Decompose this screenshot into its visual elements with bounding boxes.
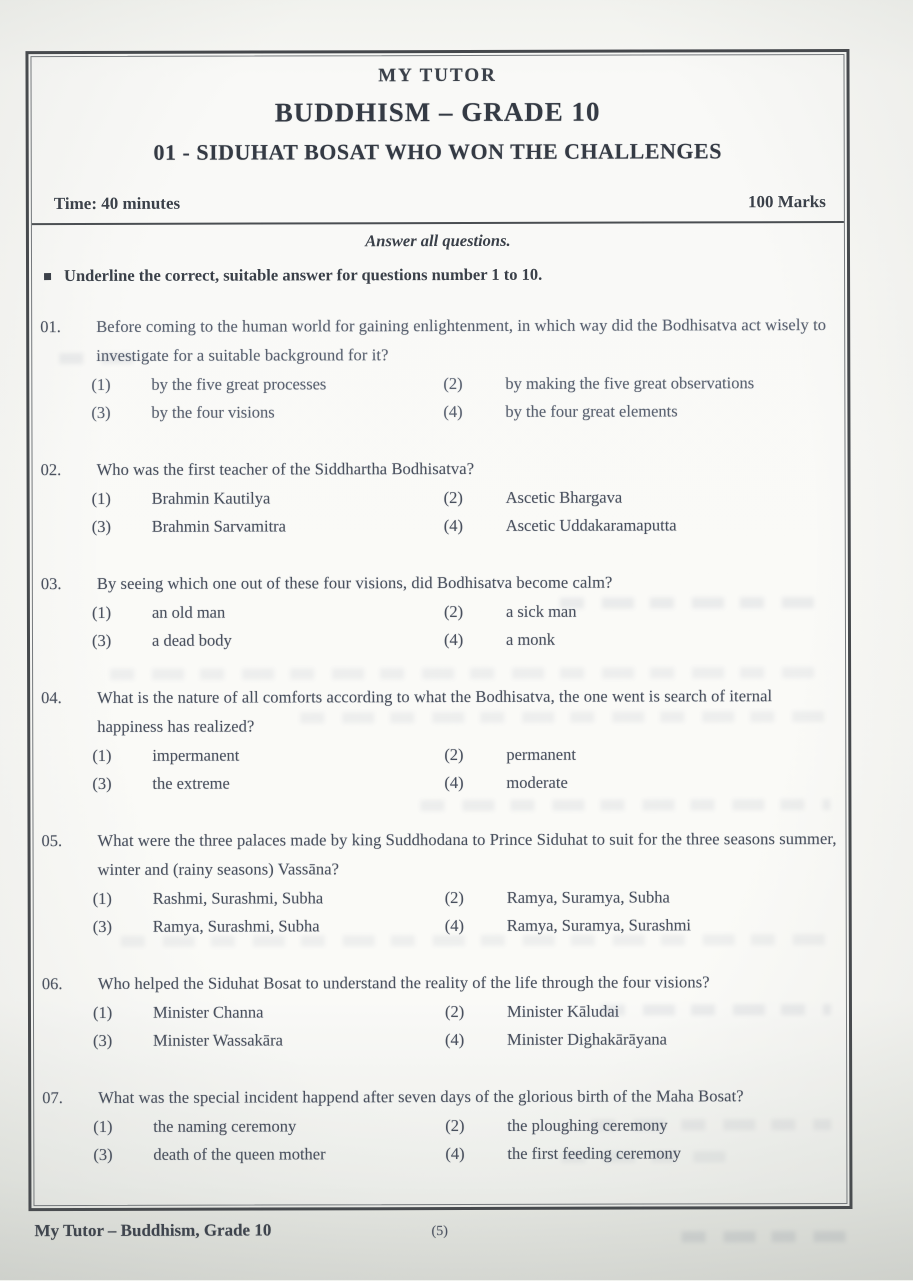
option-row [93, 1111, 838, 1141]
option-4-text: a monk [505, 629, 556, 649]
option-3 [92, 769, 444, 798]
option-2 [445, 997, 838, 1026]
option-row [92, 768, 837, 798]
question-item [40, 310, 836, 427]
option-3-marker: (3) [93, 1144, 113, 1164]
option-2 [445, 1111, 838, 1140]
option-3-text: by the four visions [151, 402, 275, 422]
option-1-marker: (1) [92, 1002, 113, 1022]
option-4 [443, 397, 836, 426]
option-1 [92, 598, 444, 627]
option-3-marker: (3) [92, 916, 113, 936]
question-body [93, 1081, 838, 1169]
option-3 [93, 1026, 445, 1055]
question-number: 07. [42, 1088, 63, 1108]
option-2-text: a sick man [505, 601, 577, 621]
option-4-text: by the four great elements [505, 401, 678, 421]
question-stem: Who was the first teacher of the Siddhartha Bodhisatva? [96, 458, 475, 479]
option-4 [444, 768, 837, 797]
option-1 [93, 998, 445, 1027]
exam-frame-inner [30, 54, 847, 1206]
option-2 [444, 597, 837, 626]
option-row [91, 511, 837, 541]
option-4-marker: (4) [444, 772, 464, 793]
option-4 [445, 911, 838, 940]
option-4 [444, 625, 837, 654]
option-3 [93, 1140, 445, 1169]
option-2-text: Ramya, Suramya, Subha [506, 887, 670, 907]
lesson-title: 01 - SIDUHAT BOSAT WHO WON THE CHALLENGES [153, 138, 722, 165]
question-item [41, 453, 837, 541]
option-2-text: Minister Kāludai [506, 1001, 620, 1021]
option-row [92, 997, 838, 1027]
option-3-marker: (3) [91, 630, 112, 650]
option-2-marker: (2) [445, 1115, 465, 1136]
question-item [41, 567, 837, 655]
option-1-marker: (1) [91, 602, 112, 622]
question-number: 06. [41, 974, 63, 994]
question-number: 03. [40, 574, 62, 594]
option-4-marker: (4) [445, 1029, 465, 1050]
question-item [41, 824, 837, 941]
question-stem: Before coming to the human world for gaining enlightenment, in which way did the Bodhisatva act wisely to investigate for a suitable background for it? [96, 315, 827, 365]
option-2 [445, 883, 838, 912]
question-body [92, 681, 837, 798]
page-number: (5) [431, 1224, 448, 1240]
brand-title: MY TUTOR [378, 64, 497, 87]
bullet-square-icon [44, 273, 51, 280]
option-1-marker: (1) [91, 374, 111, 394]
option-4 [445, 1025, 838, 1054]
question-number: 04. [41, 688, 62, 708]
option-row [92, 740, 837, 770]
option-4-marker: (4) [445, 1143, 465, 1164]
option-2 [444, 740, 837, 769]
option-row [91, 483, 837, 513]
option-1-text: the naming ceremony [153, 1116, 297, 1136]
option-3-text: Ramya, Surashmi, Subha [152, 916, 320, 936]
question-number: 02. [40, 460, 62, 480]
option-2-text: by making the five great observations [505, 373, 755, 393]
option-4-text: Ascetic Uddakaramaputta [505, 515, 677, 535]
option-2-marker: (2) [443, 373, 463, 394]
option-4-marker: (4) [444, 915, 465, 936]
option-4 [444, 511, 837, 540]
question-stem: What was the special incident happend after seven days of the glorious birth of the Maha Bosat? [98, 1086, 744, 1107]
footer-title: My Tutor – Buddhism, Grade 10 [34, 1220, 272, 1241]
question-stem: By seeing which one out of these four visions, did Bodhisatva become calm? [96, 572, 613, 593]
question-item [42, 1081, 838, 1169]
option-2-text: permanent [506, 744, 576, 764]
option-2-text: the ploughing ceremony [507, 1115, 668, 1135]
option-1-marker: (1) [92, 745, 112, 765]
sheet-footer [2, 1219, 913, 1251]
option-2-marker: (2) [443, 487, 463, 508]
question-stem: What is the nature of all comforts according to what the Bodhisatva, the one went is search of iternal happiness has realized? [97, 686, 773, 736]
option-3-text: Brahmin Sarvamitra [151, 516, 286, 536]
option-1-text: Brahmin Kautilya [151, 488, 271, 508]
option-1-text: Minister Channa [152, 1002, 264, 1022]
option-row [92, 883, 838, 913]
meta-row [40, 191, 836, 223]
option-1-text: Rashmi, Surashmi, Subha [152, 888, 324, 908]
option-2-marker: (2) [444, 1001, 465, 1022]
option-1 [91, 370, 443, 399]
option-4-text: Ramya, Suramya, Surashmi [506, 915, 692, 935]
option-1-text: impermanent [152, 745, 240, 765]
time-allowed: Time: 40 minutes [53, 193, 181, 214]
option-2 [444, 483, 837, 512]
total-marks: 100 Marks [747, 192, 826, 212]
question-body [91, 453, 837, 541]
option-3-marker: (3) [91, 516, 111, 536]
option-4 [445, 1139, 838, 1168]
option-1-marker: (1) [92, 888, 112, 908]
option-3-text: a dead body [151, 630, 232, 650]
question-stem: Who helped the Siduhat Bosat to understand the reality of the life through the four visions? [97, 972, 710, 993]
option-row [91, 597, 837, 627]
option-3-text: death of the queen mother [153, 1144, 326, 1164]
option-1-marker: (1) [93, 1116, 113, 1136]
question-stem: What were the three palaces made by king Suddhodana to Prince Siduhat to suit for the three seasons summer, winter and (rainy seasons) Vassāna? [97, 829, 837, 879]
subject-title: BUDDHISM – GRADE 10 [274, 96, 601, 128]
option-1-text: an old man [151, 602, 226, 622]
question-body [91, 567, 837, 655]
question-body [92, 967, 838, 1055]
option-1-marker: (1) [91, 488, 111, 508]
answer-note: Answer all questions. [365, 230, 511, 251]
question-body [92, 824, 837, 941]
option-2-marker: (2) [444, 744, 464, 765]
option-4-text: the first feeding ceremony [507, 1143, 682, 1163]
option-1 [93, 1112, 445, 1141]
option-3-text: the extreme [152, 773, 230, 793]
option-1 [93, 884, 445, 913]
option-3-marker: (3) [93, 1030, 113, 1050]
option-3 [91, 398, 443, 427]
option-row [91, 369, 836, 399]
option-2 [443, 369, 836, 398]
option-4-marker: (4) [443, 401, 463, 422]
option-row [91, 625, 837, 655]
option-row [91, 397, 836, 427]
exam-frame [25, 49, 852, 1211]
option-4-marker: (4) [443, 515, 463, 536]
option-row [92, 911, 838, 941]
option-4-text: moderate [506, 772, 568, 792]
option-3 [93, 912, 445, 941]
option-4-text: Minister Dighakārāyana [507, 1029, 667, 1049]
instruction-text: Underline the correct, suitable answer for questions number 1 to 10. [64, 264, 543, 286]
option-1 [92, 484, 444, 513]
option-3-marker: (3) [91, 402, 111, 422]
option-3 [92, 512, 444, 541]
instruction-row [40, 263, 836, 287]
option-2-text: Ascetic Bhargava [505, 487, 623, 507]
option-3-marker: (3) [92, 773, 112, 793]
option-3-text: Minister Wassakāra [153, 1030, 283, 1050]
question-item [41, 681, 837, 798]
question-number: 01. [40, 317, 61, 337]
option-2-marker: (2) [444, 887, 464, 908]
option-4-marker: (4) [443, 629, 464, 650]
option-1 [92, 741, 444, 770]
option-row [93, 1139, 838, 1169]
option-1-text: by the five great processes [151, 374, 327, 394]
option-2-marker: (2) [443, 601, 464, 622]
question-body [91, 310, 836, 427]
questions-list [40, 310, 838, 1169]
question-number: 05. [41, 831, 63, 851]
option-3 [92, 626, 444, 655]
option-row [93, 1025, 838, 1055]
question-item [42, 967, 838, 1055]
